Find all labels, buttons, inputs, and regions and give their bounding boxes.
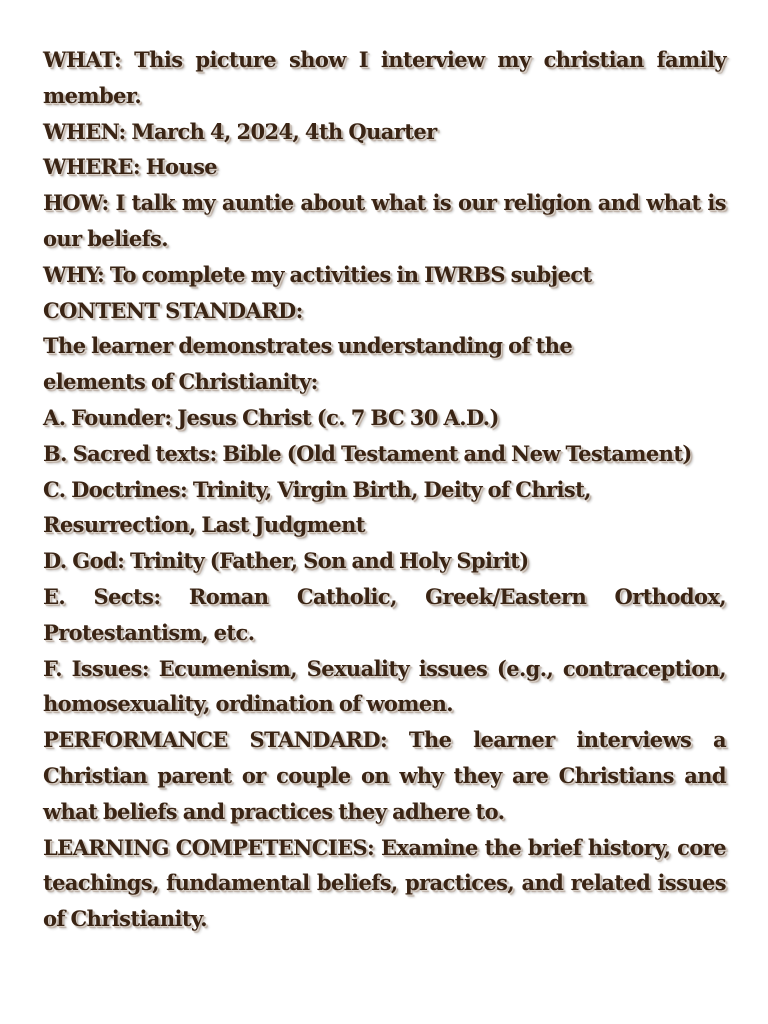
item-d-god: D. God: Trinity (Father, Son and Holy Spirit) bbox=[43, 548, 529, 574]
item-c-doctrines-line-1: C. Doctrines: Trinity, Virgin Birth, Deity of Christ, bbox=[43, 476, 591, 502]
why-line: WHY: To complete my activities in IWRBS subject bbox=[43, 261, 592, 287]
content-standard-line-2: elements of Christianity: bbox=[43, 369, 318, 395]
item-f-issues: F. Issues: Ecumenism, Sexuality issues (e.g., contraception, homosexuality, ordination of women. bbox=[43, 655, 726, 717]
where-line: WHERE: House bbox=[43, 154, 218, 180]
item-c-doctrines-line-2: Resurrection, Last Judgment bbox=[43, 512, 365, 538]
content-standard-heading: CONTENT STANDARD: bbox=[43, 297, 303, 323]
item-e-sects: E. Sects: Roman Catholic, Greek/Eastern Orthodox, Protestantism, etc. bbox=[43, 583, 726, 645]
what-paragraph: WHAT: This picture show I interview my christian family member. bbox=[43, 47, 726, 108]
document-body bbox=[43, 42, 726, 937]
learning-competencies-paragraph: LEARNING COMPETENCIES: Examine the brief history, core teachings, fundamental beliefs, practices, and related issues of Christianity. bbox=[43, 834, 726, 932]
item-b-sacred-texts: B. Sacred texts: Bible (Old Testament and New Testament) bbox=[43, 440, 692, 466]
content-standard-line-1: The learner demonstrates understanding of the bbox=[43, 333, 573, 359]
item-a-founder: A. Founder: Jesus Christ (c. 7 BC 30 A.D.) bbox=[43, 404, 499, 430]
when-line: WHEN: March 4, 2024, 4th Quarter bbox=[43, 118, 437, 144]
performance-standard-paragraph: PERFORMANCE STANDARD: The learner interviews a Christian parent or couple on why they are Christians and what beliefs and practices they adhere to. bbox=[43, 727, 726, 824]
how-paragraph: HOW: I talk my auntie about what is our religion and what is our beliefs. bbox=[43, 190, 726, 251]
